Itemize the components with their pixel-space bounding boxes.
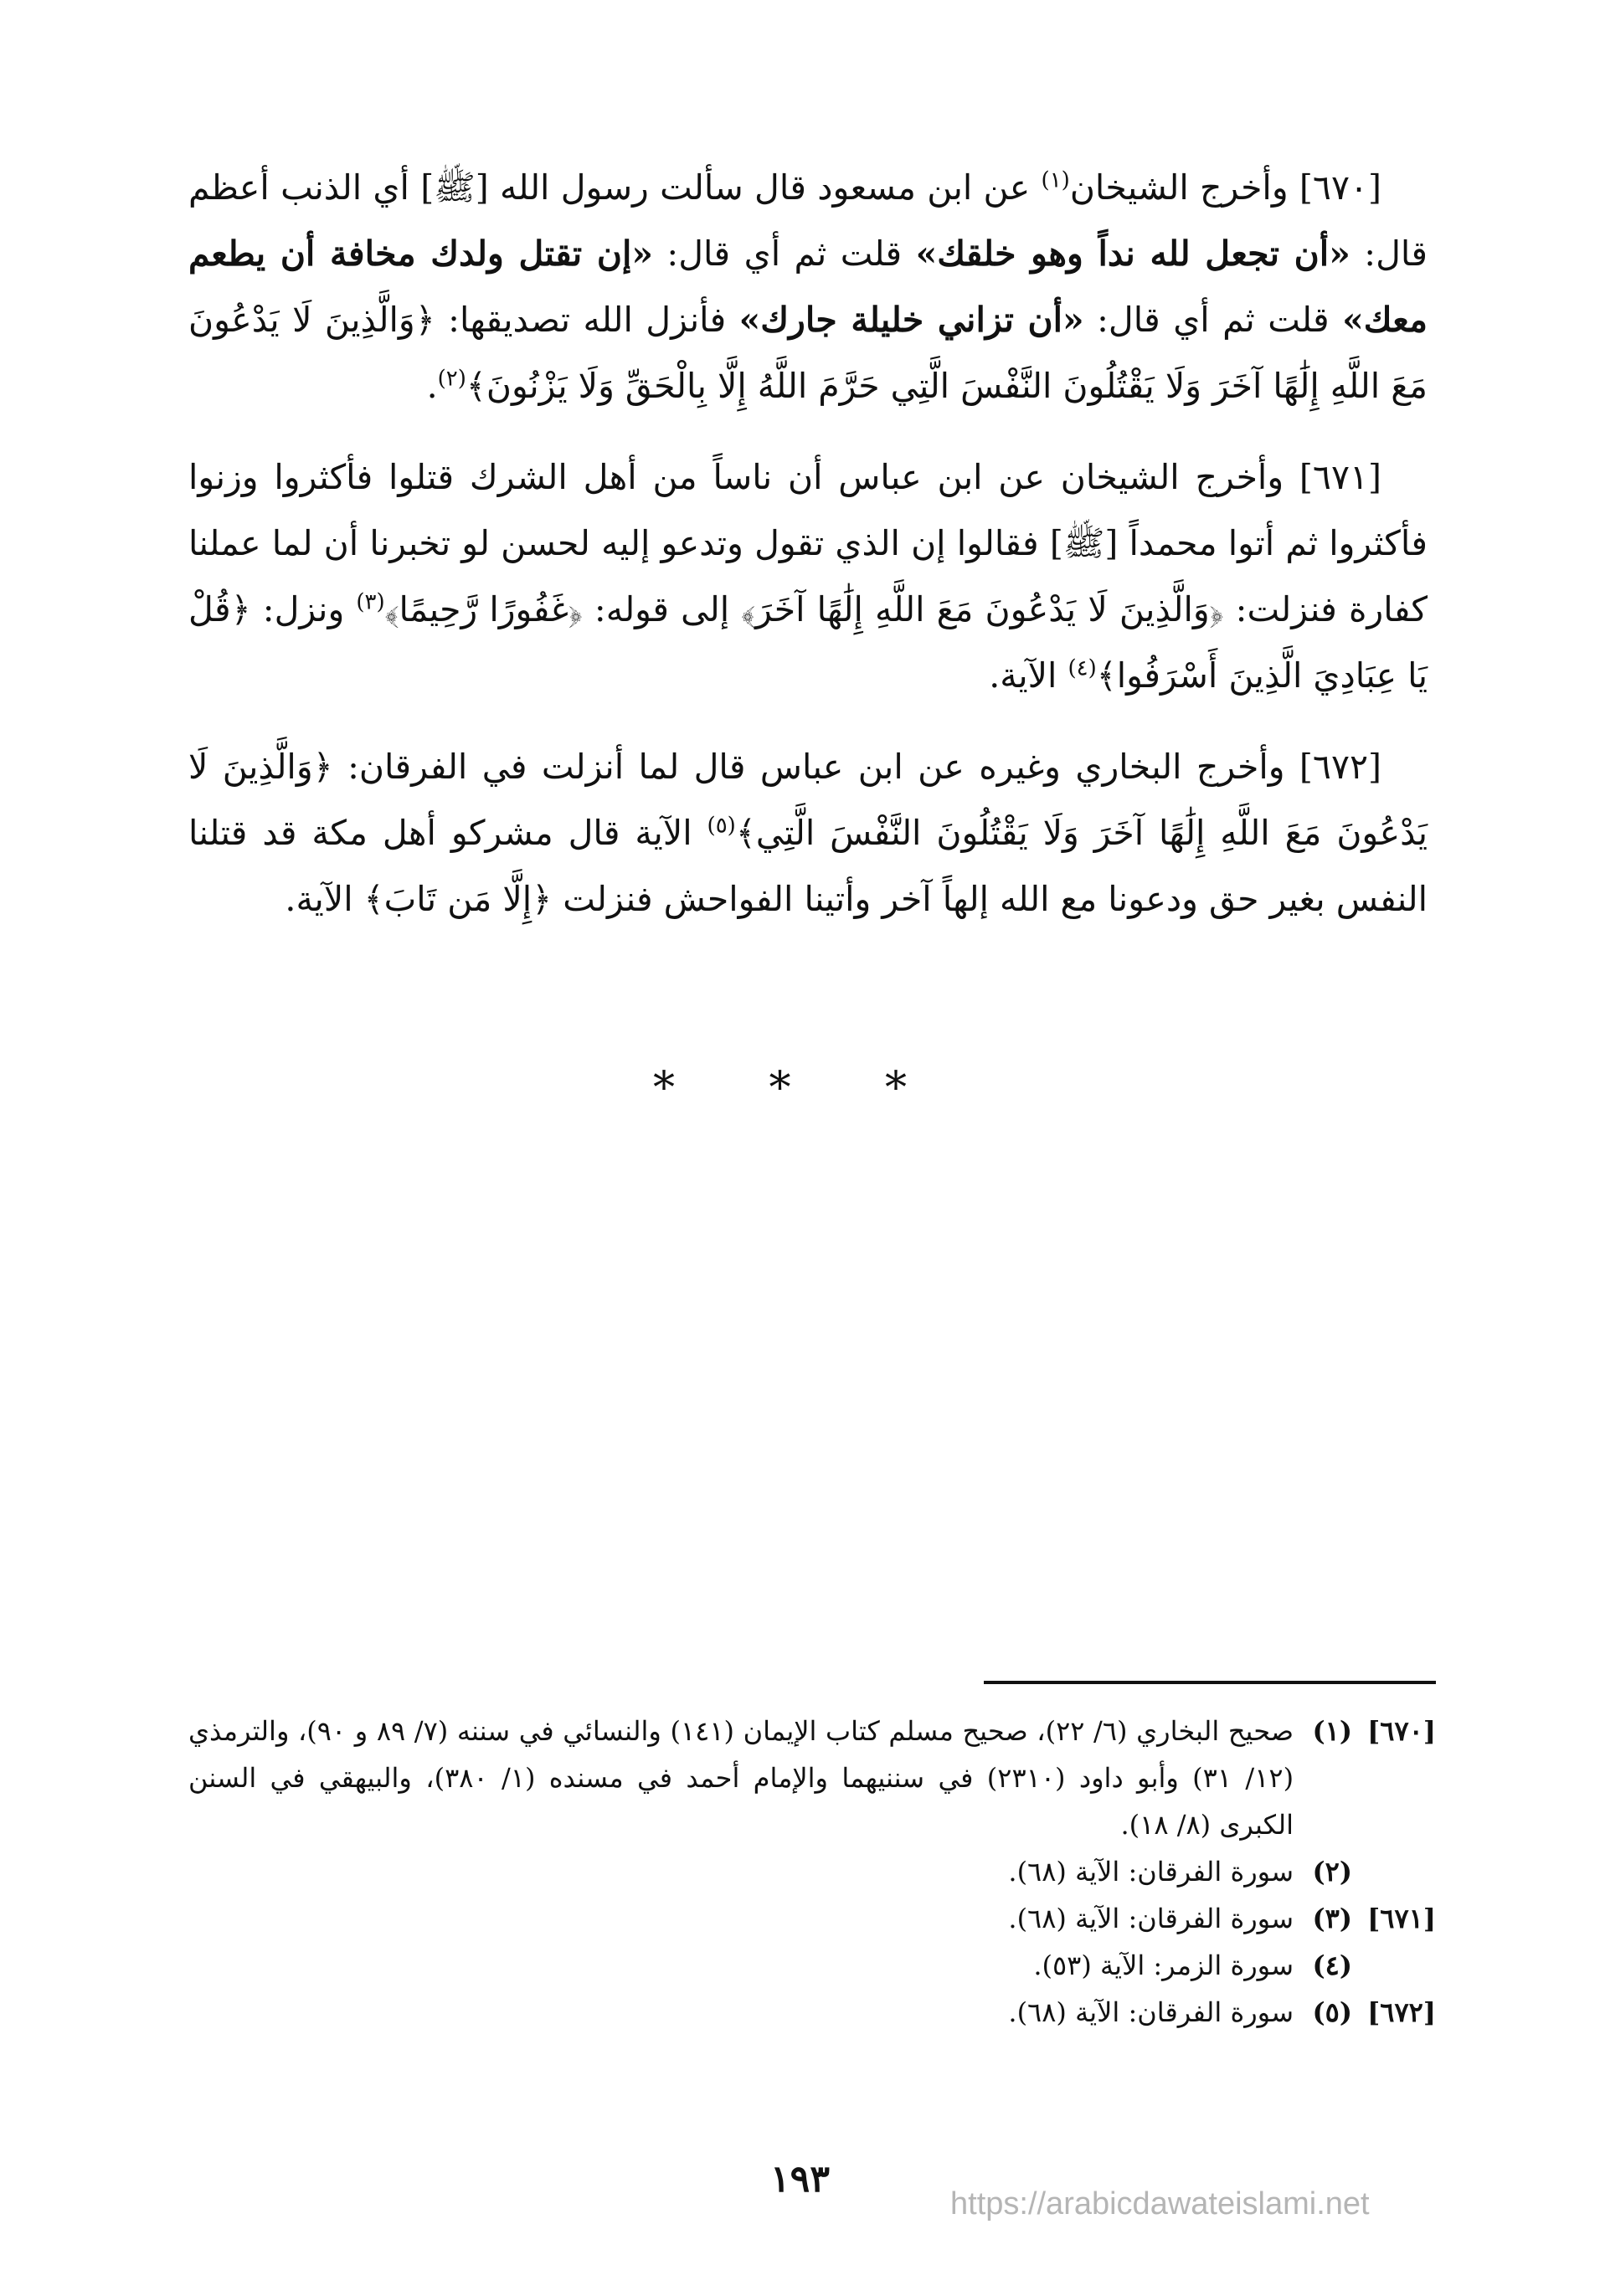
hadith-quote: «أن تجعل لله نداً وهو خلقك» (915, 234, 1350, 274)
footnote-ref: [٦٧٢] (1367, 1996, 1436, 2028)
footnote-item (188, 1708, 1436, 1848)
footnote-text: صحيح البخاري (٦/ ٢٢)، صحيح مسلم كتاب الإيمان (١٤١) والنسائي في سننه (٧/ ٨٩ و ٩٠)، والترمذي (١٢/ ٣١) وأبو داود (٢٣١٠) في سننيهما والإمام أحمد في مسنده (١/ ٣٨٠)، والبيهقي في السنن الكبرى (٨/ ١٨). (188, 1715, 1294, 1841)
footnote-ref: [٦٧٠] (1367, 1715, 1436, 1747)
main-text (188, 155, 1428, 958)
footnote-ref: [٦٧١] (1367, 1903, 1436, 1934)
footnote-number: (٣) (1312, 1903, 1352, 1934)
text-segment: [٦٧١] وأخرج الشيخان عن ابن عباس أن ناساً من أهل الشرك قتلوا فأكثروا وزنوا فأكثروا ثم أتوا محمداً [ﷺ] فقالوا إن الذي تقول وتدعو إليه لحسن لو تخبرنا أن لما عملنا كفارة فنزلت: ﴿وَالَّذِينَ لَا يَدْعُونَ مَعَ اللَّهِ إِلَٰهًا آخَرَ﴾ إلى قوله: ﴿غَفُورًا رَّحِيمًا﴾ (188, 457, 1428, 629)
footnote-divider (984, 1681, 1436, 1684)
footnote-text: سورة الفرقان: الآية (٦٨). (1008, 1903, 1294, 1934)
section-separator: * * * (652, 1063, 948, 1113)
footnote-marker: (٥) (707, 813, 736, 839)
text-segment: الآية. (989, 655, 1068, 696)
footnote-number: (٢) (1312, 1856, 1352, 1888)
footnote-text: سورة الفرقان: الآية (٦٨). (1008, 1996, 1294, 2028)
footnote-marker: (٤) (1068, 655, 1097, 681)
footnote-item (188, 1942, 1436, 1989)
text-segment: عن ابن مسعود قال سألت رسول الله [ﷺ] أي الذنب أعظم قال: (188, 167, 1428, 274)
footnotes (188, 1708, 1436, 2036)
text-segment: . (426, 366, 438, 406)
text-segment: فأنزل الله تصديقها: ﴿وَالَّذِينَ لَا يَدْعُونَ مَعَ اللَّهِ إِلَٰهًا آخَرَ وَلَا يَقْتُلُونَ النَّفْسَ الَّتِي حَرَّمَ اللَّهُ إِلَّا بِالْحَقِّ وَلَا يَزْنُونَ﴾ (188, 300, 1428, 406)
text-segment: الآية قال مشركو أهل مكة قد قتلنا النفس بغير حق ودعونا مع الله إلهاً آخر وأتينا الفواحش فنزلت ﴿إِلَّا مَن تَابَ﴾ الآية. (188, 813, 1428, 919)
footnote-number: (٥) (1312, 1996, 1352, 2028)
footnote-marker: (٢) (437, 366, 466, 392)
text-segment: [٦٧٠] وأخرج الشيخان (1069, 167, 1381, 208)
hadith-quote: «أن تزاني خليلة جارك» (738, 300, 1084, 340)
footnote-marker: (١) (1041, 167, 1070, 193)
watermark-url: https://arabicdawateislami.net (950, 2186, 1370, 2222)
paragraph-670 (188, 155, 1428, 419)
footnote-item (188, 1989, 1436, 2036)
footnote-marker: (٣) (356, 589, 385, 615)
footnote-text: سورة الفرقان: الآية (٦٨). (1008, 1856, 1294, 1888)
footnote-item (188, 1895, 1436, 1942)
text-segment: [٦٧٢] وأخرج البخاري وغيره عن ابن عباس قال لما أنزلت في الفرقان: ﴿وَالَّذِينَ لَا يَدْعُونَ مَعَ اللَّهِ إِلَٰهًا آخَرَ وَلَا يَقْتُلُونَ النَّفْسَ الَّتِي﴾ (188, 747, 1428, 853)
hadith-quote: «إن تقتل ولدك مخافة أن يطعم معك» (188, 234, 1428, 340)
text-segment: ونزل: ﴿قُلْ يَا عِبَادِيَ الَّذِينَ أَسْرَفُوا﴾ (188, 589, 1428, 696)
footnote-item (188, 1848, 1436, 1895)
text-segment: قلت ثم أي قال: (1083, 300, 1343, 340)
paragraph-671 (188, 444, 1428, 709)
footnote-number: (١) (1312, 1715, 1352, 1747)
page-number: ١٩٣ (770, 2158, 830, 2201)
footnote-text: سورة الزمر: الآية (٥٣). (1033, 1949, 1294, 1981)
paragraph-672 (188, 734, 1428, 932)
text-segment: قلت ثم أي قال: (652, 234, 916, 274)
footnote-number: (٤) (1312, 1949, 1352, 1981)
